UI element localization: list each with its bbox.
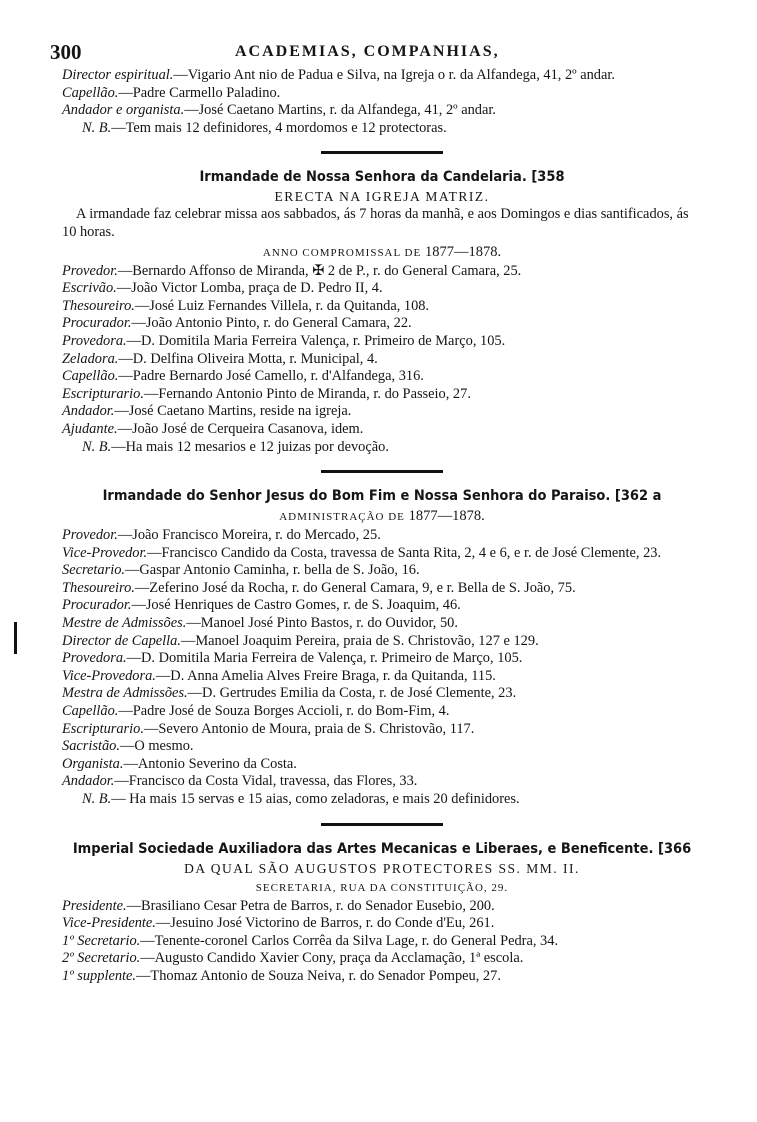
list-item — [62, 703, 702, 721]
list-item — [62, 915, 702, 933]
list-item — [62, 67, 702, 85]
role-label: Thesoureiro. — [62, 579, 135, 596]
list-item — [62, 368, 702, 386]
entry-text: —Augusto Candido Xavier Cony, praça da Acclamação, 1ª escola. — [140, 950, 524, 967]
role-label: Presidente. — [62, 897, 127, 914]
role-label: Mestre de Admissões. — [62, 615, 187, 632]
section-subtitle: DA QUAL SÃO AUGUSTOS PROTECTORES SS. MM. II. — [184, 860, 580, 876]
role-label: Escripturario. — [62, 385, 144, 402]
entry-text: —Padre José de Souza Borges Accioli, r. do Bom-Fim, 4. — [118, 703, 450, 720]
note-label: N. B. — [82, 119, 112, 136]
role-label: Organista. — [62, 755, 124, 772]
entry-text: —José Luiz Fernandes Villela, r. da Quitanda, 108. — [134, 297, 430, 314]
role-label: Vice-Provedora. — [62, 667, 156, 684]
label-year: 1877—1878. — [424, 243, 502, 260]
role-label: Vice-Provedor. — [62, 544, 148, 561]
entry-text: —D. Anna Amelia Alves Freire Braga, r. da Quitanda, 115. — [155, 667, 496, 684]
note-label: N. B. — [82, 791, 112, 807]
entry-text: —Severo Antonio de Moura, praia de S. Christovão, 117. — [143, 720, 475, 737]
role-label: Mestra de Admissões. — [62, 685, 188, 702]
entry-text: —D. Gertrudes Emilia da Costa, r. de José Clemente, 23. — [187, 685, 517, 702]
role-label: 2º Secretario. — [62, 950, 141, 967]
intro-entries — [62, 67, 702, 137]
role-label: Director espiritual. — [62, 67, 174, 83]
section-intro: A irmandade faz celebrar missa aos sabbados, ás 7 horas da manhã, e aos Domingos e dias santificados, ás 10 horas. — [62, 206, 689, 240]
entry-text: —João Francisco Moreira, r. do Mercado, 25. — [117, 527, 381, 544]
list-item — [62, 545, 702, 563]
role-label: Procurador. — [62, 597, 132, 614]
role-label: Provedor. — [62, 527, 118, 544]
section-title: Imperial Sociedade Auxiliadora das Artes Mecanicas e Liberaes, e Beneficente. [366 — [72, 840, 692, 857]
note-text: — Ha mais 15 servas e 15 aias, como zeladoras, e mais 20 definidores. — [111, 791, 520, 807]
entry-text: —Bernardo Affonso de Miranda, ✠ 2 de P., r. do General Camara, 25. — [117, 262, 522, 279]
margin-mark — [14, 622, 17, 654]
entry-text: —D. Domitila Maria Ferreira Valença, r. Primeiro de Março, 105. — [126, 332, 506, 349]
section-sociedade-auxiliadora — [62, 839, 702, 986]
list-item — [62, 421, 702, 439]
entry-text: —Gaspar Antonio Caminha, r. bella de S. João, 16. — [125, 562, 420, 579]
list-item — [62, 773, 702, 791]
role-label: Provedora. — [62, 332, 127, 349]
list-item — [62, 85, 702, 103]
role-label: Ajudante. — [62, 420, 118, 437]
list-item — [62, 668, 702, 686]
note-text: —Tem mais 12 definidores, 4 mordomos e 12 protectoras. — [111, 119, 447, 136]
section-subtitle: ERECTA NA IGREJA MATRIZ. — [274, 189, 490, 205]
list-item — [62, 633, 702, 651]
list-item — [62, 102, 702, 120]
entry-text: —Fernando Antonio Pinto de Miranda, r. do Passeio, 27. — [143, 385, 471, 402]
note-text: —Ha mais 12 mesarios e 12 juizas por devoção. — [111, 438, 389, 455]
section-bom-fim — [62, 486, 702, 809]
note — [62, 439, 702, 457]
role-label: Andador e organista. — [62, 102, 185, 119]
entry-text: —Manoel Joaquim Pereira, praia de S. Christovão, 127 e 129. — [180, 632, 539, 649]
entry-text: —Vigario Ant nio de Padua e Silva, na Igreja o r. da Alfandega, 41, 2º andar. — [173, 67, 615, 83]
role-label: Capellão. — [62, 84, 119, 101]
role-label: Capellão. — [62, 368, 119, 385]
list-item — [62, 738, 702, 756]
section-title: Irmandade do Senhor Jesus do Bom Fim e Nossa Senhora do Paraiso. [362 a — [102, 488, 662, 505]
role-label: Director de Capella. — [62, 632, 181, 649]
list-item — [62, 315, 702, 333]
entry-text: —João Victor Lomba, praça de D. Pedro II, 4. — [116, 280, 383, 297]
list-item — [62, 756, 702, 774]
list-item — [62, 580, 702, 598]
page-number: 300 — [50, 40, 82, 64]
list-item — [62, 898, 702, 916]
label-text: ADMINISTRAÇÃO DE — [279, 511, 405, 524]
entry-text: —Manoel José Pinto Bastos, r. do Ouvidor, 50. — [186, 615, 458, 632]
section-divider — [321, 151, 443, 154]
section-title: Irmandade de Nossa Senhora da Candelaria. [358 — [199, 169, 565, 186]
list-item — [62, 263, 702, 281]
section-label: SECRETARIA, RUA DA CONSTITUIÇÃO, 29. — [255, 881, 509, 894]
entry-text: —José Henriques de Castro Gomes, r. de S. Joaquim, 46. — [131, 597, 461, 614]
entry-text: —Jesuino José Victorino de Barros, r. do Conde d'Eu, 261. — [155, 915, 495, 932]
entry-text: —D. Domitila Maria Ferreira de Valença, r. Primeiro de Março, 105. — [126, 650, 523, 667]
list-item — [62, 351, 702, 369]
role-label: Vice-Presidente. — [62, 915, 156, 932]
list-item — [62, 968, 702, 986]
entry-text: —O mesmo. — [119, 738, 194, 755]
running-title: ACADEMIAS, COMPANHIAS, — [235, 43, 500, 60]
list-item — [62, 615, 702, 633]
section-divider — [321, 823, 443, 826]
label-year: 1877—1878. — [408, 508, 485, 525]
entry-text: —Thomaz Antonio de Souza Neiva, r. do Senador Pompeu, 27. — [136, 967, 501, 984]
role-label: Thesoureiro. — [62, 297, 135, 314]
entry-text: —Antonio Severino da Costa. — [123, 755, 297, 772]
note — [62, 120, 702, 138]
section-candelaria — [62, 167, 702, 456]
list-item — [62, 562, 702, 580]
list-item — [62, 386, 702, 404]
entry-text: —Brasiliano Cesar Petra de Barros, r. do Senador Eusebio, 200. — [126, 897, 495, 914]
list-item — [62, 597, 702, 615]
section-label — [62, 242, 702, 263]
role-label: Zeladora. — [62, 350, 119, 367]
label-text: ANNO COMPROMISSAL DE — [262, 246, 422, 259]
entry-text: —José Caetano Martins, reside na igreja. — [114, 403, 352, 420]
role-label: Capellão. — [62, 703, 119, 720]
list-item — [62, 527, 702, 545]
role-label: Sacristão. — [62, 738, 120, 755]
list-item — [62, 333, 702, 351]
note-label: N. B. — [82, 438, 112, 455]
role-label: Provedor. — [62, 262, 118, 279]
list-item — [62, 685, 702, 703]
list-item — [62, 950, 702, 968]
role-label: Procurador. — [62, 315, 132, 332]
list-item — [62, 721, 702, 739]
role-label: 1º supplente. — [62, 967, 137, 984]
list-item — [62, 933, 702, 951]
entry-text: —José Caetano Martins, r. da Alfandega, 41, 2º andar. — [184, 102, 496, 119]
list-item — [62, 650, 702, 668]
entry-text: —Padre Bernardo José Camello, r. d'Alfandega, 316. — [118, 368, 424, 385]
role-label: 1º Secretario. — [62, 932, 141, 949]
entry-text: —João José de Cerqueira Casanova, idem. — [117, 420, 364, 437]
entry-text: —D. Delfina Oliveira Motta, r. Municipal, 4. — [118, 350, 378, 367]
page-content — [62, 67, 702, 986]
role-label: Secretario. — [62, 562, 126, 579]
list-item — [62, 298, 702, 316]
entry-text: —Francisco Candido da Costa, travessa de Santa Rita, 2, 4 e 6, e r. de José Clemente, 23. — [147, 544, 662, 561]
list-item — [62, 403, 702, 421]
section-label — [62, 506, 702, 527]
role-label: Andador. — [62, 403, 115, 420]
list-item — [62, 280, 702, 298]
entry-text: —João Antonio Pinto, r. do General Camara, 22. — [131, 315, 412, 332]
entry-text: —Zeferino José da Rocha, r. do General Camara, 9, e r. Bella de S. João, 75. — [134, 579, 576, 596]
role-label: Escripturario. — [62, 720, 144, 737]
role-label: Escrivão. — [62, 280, 117, 297]
entry-text: —Padre Carmello Paladino. — [118, 84, 281, 101]
role-label: Provedora. — [62, 650, 127, 667]
section-divider — [321, 470, 443, 473]
entry-text: —Francisco da Costa Vidal, travessa, das Flores, 33. — [114, 773, 418, 790]
role-label: Andador. — [62, 773, 115, 790]
entry-text: —Tenente-coronel Carlos Corrêa da Silva Lage, r. do General Pedra, 34. — [140, 932, 559, 949]
note — [62, 791, 702, 809]
